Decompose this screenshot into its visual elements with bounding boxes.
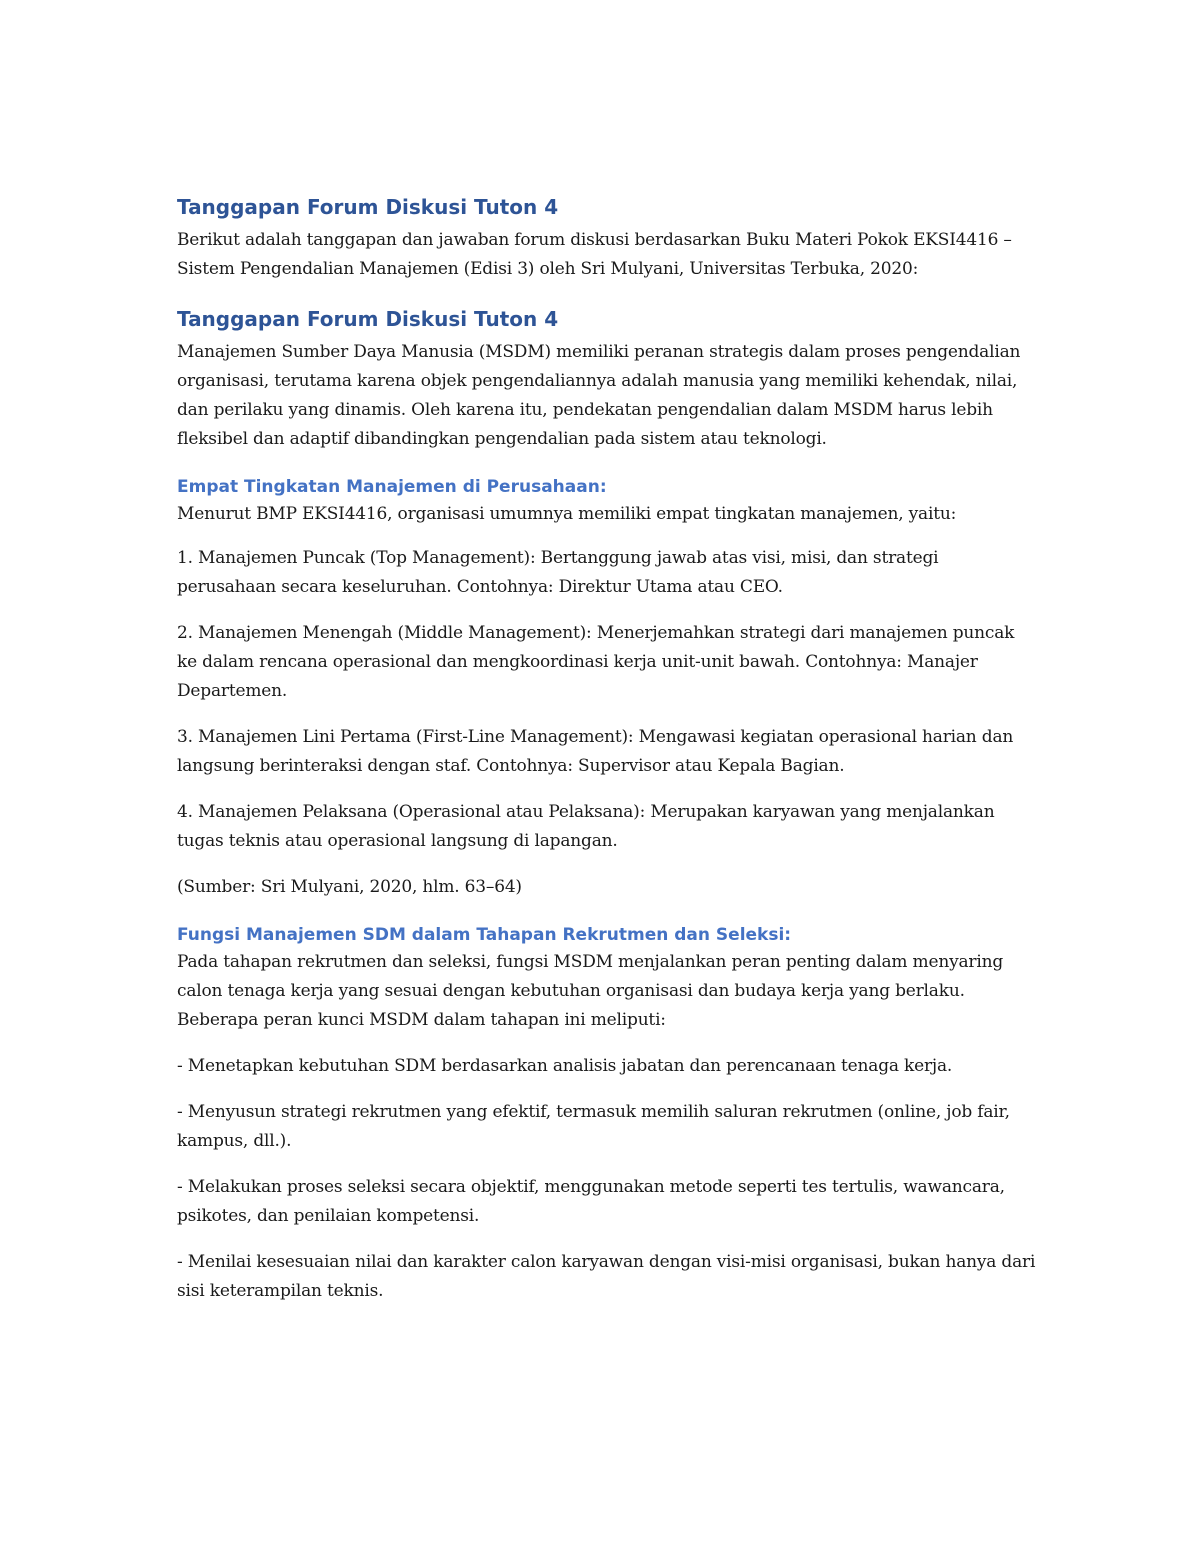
intro-paragraph: Berikut adalah tanggapan dan jawaban forum diskusi berdasarkan Buku Materi Pokok EKSI4416 – Sistem Pengendalian Manajemen (Edisi 3) oleh Sri Mulyani, Universitas Terbuka, 2020: [177,230,1012,279]
levels-heading: Empat Tingkatan Manajemen di Perusahaan: [177,477,607,497]
levels-item: 3. Manajemen Lini Pertama (First-Line Management): Mengawasi kegiatan operasional harian dan langsung berinteraksi dengan staf. Contohnya: Supervisor atau Kepala Bagian. [177,727,1014,776]
levels-lead: Menurut BMP EKSI4416, organisasi umumnya memiliki empat tingkatan manajemen, yaitu: [177,504,957,524]
source-citation: (Sumber: Sri Mulyani, 2020, hlm. 63–64) [177,877,522,897]
levels-item: 4. Manajemen Pelaksana (Operasional atau Pelaksana): Merupakan karyawan yang menjalankan tugas teknis atau operasional langsung di lapangan. [177,802,995,851]
recruitment-heading: Fungsi Manajemen SDM dalam Tahapan Rekrutmen dan Seleksi: [177,925,792,945]
recruitment-item: - Menyusun strategi rekrutmen yang efektif, termasuk memilih saluran rekrutmen (online, job fair, kampus, dll.). [177,1102,1010,1151]
levels-item: 1. Manajemen Puncak (Top Management): Bertanggung jawab atas visi, misi, dan strategi perusahaan secara keseluruhan. Contohnya: Direktur Utama atau CEO. [177,548,939,597]
recruitment-item: - Melakukan proses seleksi secara objektif, menggunakan metode seperti tes tertulis, wawancara, psikotes, dan penilaian kompetensi. [177,1177,1005,1226]
document-page [177,192,1037,1323]
levels-item: 2. Manajemen Menengah (Middle Management): Menerjemahkan strategi dari manajemen puncak ke dalam rencana operasional dan mengkoordinasi kerja unit-unit bawah. Contohnya: Manajer Departemen. [177,623,1015,701]
recruitment-item: - Menilai kesesuaian nilai dan karakter calon karyawan dengan visi-misi organisasi, bukan hanya dari sisi keterampilan teknis. [177,1252,1036,1301]
document-title: Tanggapan Forum Diskusi Tuton 4 [177,195,559,219]
recruitment-lead: Pada tahapan rekrutmen dan seleksi, fungsi MSDM menjalankan peran penting dalam menyaring calon tenaga kerja yang sesuai dengan kebutuhan organisasi dan budaya kerja yang berlaku. Beberapa peran kunci MSDM dalam tahapan ini meliputi: [177,952,1004,1030]
msdm-paragraph: Manajemen Sumber Daya Manusia (MSDM) memiliki peranan strategis dalam proses pengendalian organisasi, terutama karena objek pengendaliannya adalah manusia yang memiliki kehendak, nilai, dan perilaku yang dinamis. Oleh karena itu, pendekatan pengendalian dalam MSDM harus lebih fleksibel dan adaptif dibandingkan pengendalian pada sistem atau teknologi. [177,342,1021,449]
section-title: Tanggapan Forum Diskusi Tuton 4 [177,307,559,331]
recruitment-item: - Menetapkan kebutuhan SDM berdasarkan analisis jabatan dan perencanaan tenaga kerja. [177,1056,953,1076]
